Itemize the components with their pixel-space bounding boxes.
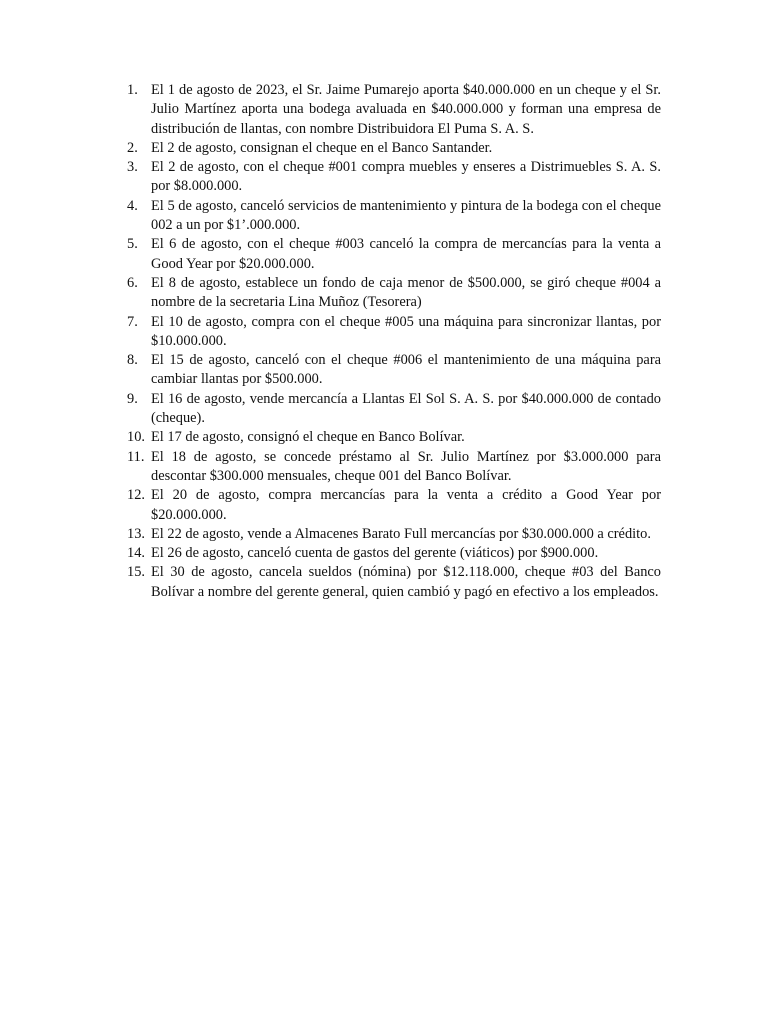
- list-item-text: El 1 de agosto de 2023, el Sr. Jaime Pumarejo aporta $40.000.000 en un cheque y el Sr. Julio Martínez aporta una bodega avaluada en $40.000.000 y forman una empresa de distribución de llantas, con nombre Distribuidora El Puma S. A. S.: [151, 82, 661, 137]
- list-item: [127, 448, 661, 487]
- list-item-text: El 16 de agosto, vende mercancía a Llantas El Sol S. A. S. por $40.000.000 de contado (cheque).: [151, 390, 661, 427]
- list-item-number: 10.: [127, 429, 145, 446]
- list-item: [127, 544, 661, 563]
- list-item-number: 11.: [127, 448, 145, 465]
- list-item-number: 8.: [127, 352, 138, 369]
- list-item-text: El 17 de agosto, consignó el cheque en Banco Bolívar.: [151, 429, 465, 446]
- list-item-number: 7.: [127, 313, 138, 330]
- list-item-text: El 20 de agosto, compra mercancías para la venta a crédito a Good Year por $20.000.000.: [151, 487, 661, 523]
- list-item: [127, 390, 661, 429]
- list-item-text: El 6 de agosto, con el cheque #003 canceló la compra de mercancías para la venta a Good Year por $20.000.000.: [151, 236, 661, 272]
- list-item-text: El 2 de agosto, con el cheque #001 compra muebles y enseres a Distrimuebles S. A. S. por $8.000.000.: [151, 159, 661, 195]
- list-item-text: El 2 de agosto, consignan el cheque en el Banco Santander.: [151, 139, 493, 156]
- list-item-number: 3.: [127, 159, 138, 176]
- list-item: [127, 428, 661, 447]
- list-item-number: 5.: [127, 236, 138, 253]
- list-item: [127, 235, 661, 274]
- list-item-text: El 26 de agosto, canceló cuenta de gastos del gerente (viáticos) por $900.000.: [151, 545, 599, 562]
- list-item: [127, 81, 661, 139]
- list-item-number: 2.: [127, 139, 138, 156]
- list-item: [127, 274, 661, 313]
- list-item-number: 1.: [127, 82, 138, 98]
- list-item-text: El 10 de agosto, compra con el cheque #005 una máquina para sincronizar llantas, por $10.000.000.: [151, 313, 661, 349]
- list-item-text: El 22 de agosto, vende a Almacenes Barato Full mercancías por $30.000.000 a crédito.: [151, 525, 651, 542]
- list-item-number: 9.: [127, 390, 138, 407]
- list-item-text: El 18 de agosto, se concede préstamo al Sr. Julio Martínez por $3.000.000 para descontar $300.000 mensuales, cheque 001 del Banco Bolívar.: [151, 448, 661, 484]
- list-item-text: El 30 de agosto, cancela sueldos (nómina) por $12.118.000, cheque #03 del Banco Bolívar a nombre del gerente general, quien cambió y pagó en efectivo a los empleados.: [151, 564, 661, 600]
- list-item-text: El 15 de agosto, canceló con el cheque #006 el mantenimiento de una máquina para cambiar llantas por $500.000.: [151, 352, 661, 388]
- list-item: [127, 525, 661, 544]
- list-item-number: 12.: [127, 487, 145, 504]
- list-item: [127, 197, 661, 236]
- list-item-number: 15.: [127, 564, 145, 581]
- list-item-number: 4.: [127, 197, 138, 214]
- list-item: [127, 486, 661, 525]
- list-item-number: 13.: [127, 525, 145, 542]
- list-item-number: 14.: [127, 545, 145, 562]
- list-item-text: El 8 de agosto, establece un fondo de caja menor de $500.000, se giró cheque #004 a nombre de la secretaria Lina Muñoz (Tesorera): [151, 274, 661, 311]
- list-item-number: 6.: [127, 274, 138, 291]
- list-item: [127, 563, 661, 602]
- list-item: [127, 158, 661, 197]
- list-item: [127, 351, 661, 390]
- list-item: [127, 139, 661, 158]
- list-item-text: El 5 de agosto, canceló servicios de mantenimiento y pintura de la bodega con el cheque 002 a un por $1’.000.000.: [151, 197, 661, 234]
- list-item: [127, 313, 661, 352]
- transactions-list: [127, 81, 661, 602]
